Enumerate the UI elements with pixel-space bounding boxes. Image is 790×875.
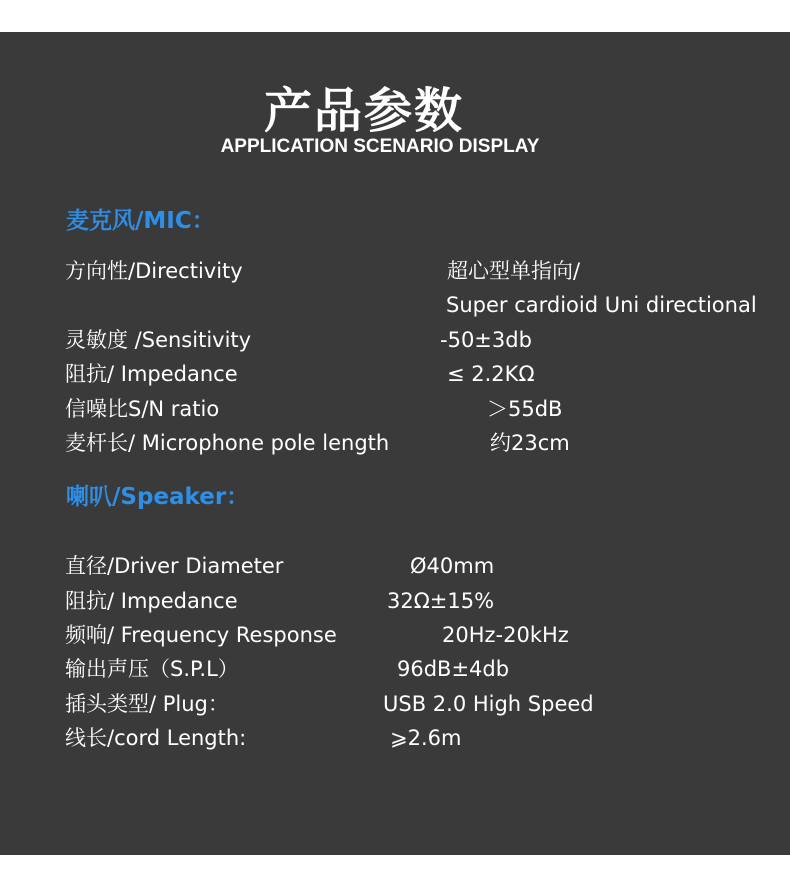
spec-value: ＞55dB bbox=[487, 397, 563, 421]
spec-value: 约23cm bbox=[490, 431, 570, 455]
spec-label: 线长/cord Length: bbox=[65, 726, 247, 750]
section-title-mic: 麦克风/MIC： bbox=[66, 208, 215, 234]
spec-row-spl bbox=[0, 654, 790, 684]
spec-row-driver-diameter bbox=[0, 551, 790, 581]
spec-label: 信噪比S/N ratio bbox=[65, 397, 220, 421]
spec-value: 20Hz-20kHz bbox=[442, 623, 569, 647]
spec-value: ⩾2.6m bbox=[390, 726, 462, 750]
spec-label: 灵敏度 /Sensitivity bbox=[65, 328, 252, 352]
spec-label: 频响/ Frequency Response bbox=[65, 623, 337, 647]
spec-row-sensitivity bbox=[0, 325, 790, 355]
spec-row-snr bbox=[0, 394, 790, 424]
spec-label: 方向性/Directivity bbox=[65, 259, 243, 283]
spec-row-directivity bbox=[0, 256, 790, 286]
spec-label: 阻抗/ Impedance bbox=[65, 589, 238, 613]
spec-value-line2: Super cardioid Uni directional bbox=[446, 293, 757, 317]
spec-row-mic-impedance bbox=[0, 359, 790, 389]
page-subtitle: APPLICATION SCENARIO DISPLAY bbox=[220, 136, 540, 157]
spec-row-cord-length bbox=[0, 723, 790, 753]
spec-label: 阻抗/ Impedance bbox=[65, 362, 238, 386]
spec-row-directivity-cont bbox=[0, 290, 790, 320]
spec-value: 超心型单指向/ bbox=[447, 259, 581, 283]
page-title: 产品参数 bbox=[263, 83, 464, 139]
spec-value: USB 2.0 High Speed bbox=[383, 692, 594, 716]
spec-value: -50±3db bbox=[440, 328, 532, 352]
spec-value: Ø40mm bbox=[410, 554, 495, 578]
spec-row-pole-length bbox=[0, 428, 790, 458]
spec-label: 输出声压（S.P.L） bbox=[65, 657, 239, 681]
spec-panel bbox=[0, 32, 790, 855]
spec-row-speaker-impedance bbox=[0, 586, 790, 616]
spec-value: ≤ 2.2KΩ bbox=[447, 362, 535, 386]
spec-label: 直径/Driver Diameter bbox=[65, 554, 284, 578]
spec-label: 麦杆长/ Microphone pole length bbox=[65, 431, 390, 455]
spec-row-plug bbox=[0, 689, 790, 719]
spec-value: 32Ω±15% bbox=[387, 589, 495, 613]
spec-value: 96dB±4db bbox=[397, 657, 510, 681]
section-title-speaker: 喇叭/Speaker： bbox=[66, 484, 250, 510]
spec-row-frequency-response bbox=[0, 620, 790, 650]
spec-label: 插头类型/ Plug： bbox=[65, 692, 229, 716]
